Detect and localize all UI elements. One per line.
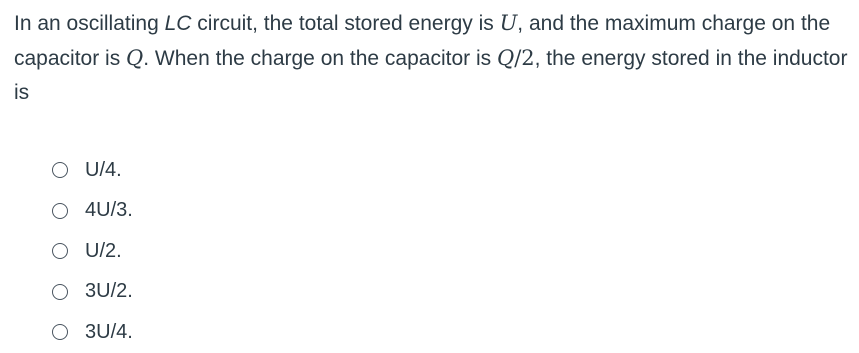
half-charge-denominator: /2: [514, 46, 535, 70]
charge-symbol: Q: [126, 46, 144, 70]
question-part-2: circuit, the total stored energy is: [191, 12, 500, 35]
radio-button-icon[interactable]: [52, 243, 68, 259]
question-text: [14, 6, 849, 110]
radio-button-icon[interactable]: [52, 203, 68, 219]
energy-symbol: U: [499, 11, 518, 35]
answer-label: U/4.: [85, 158, 122, 181]
answer-list: [52, 150, 133, 353]
radio-button-icon[interactable]: [52, 162, 68, 178]
answer-option-4[interactable]: [52, 272, 133, 313]
answer-label: 3U/2.: [85, 280, 133, 303]
question-part-1: In an oscillating: [14, 12, 165, 35]
answer-option-5[interactable]: [52, 312, 133, 353]
answer-label: 3U/4.: [85, 320, 133, 343]
question-part-3: , and the maximum charge on the capacitor is: [14, 12, 831, 70]
circuit-type: LC: [164, 12, 192, 35]
radio-button-icon[interactable]: [52, 284, 68, 300]
answer-option-1[interactable]: [52, 150, 133, 191]
half-charge-expression: [497, 46, 535, 70]
answer-label: 4U/3.: [85, 199, 133, 222]
radio-button-icon[interactable]: [52, 324, 68, 340]
question-part-5: , the energy stored in the inductor is: [14, 47, 848, 104]
answer-option-3[interactable]: [52, 231, 133, 272]
answer-label: U/2.: [85, 239, 122, 262]
answer-option-2[interactable]: [52, 191, 133, 232]
question-part-4: . When the charge on the capacitor is: [143, 47, 497, 70]
half-charge-symbol: Q: [496, 46, 515, 70]
